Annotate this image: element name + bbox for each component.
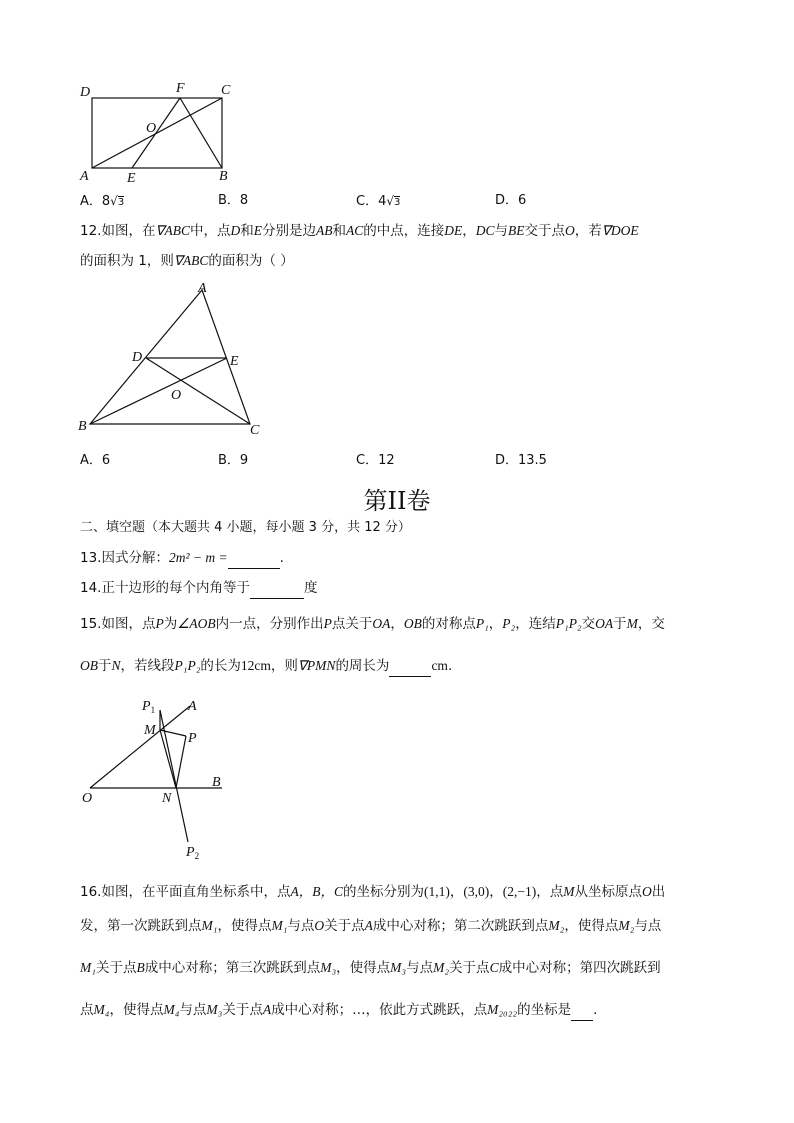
- label-C: C: [221, 83, 231, 98]
- section-title: 第II卷: [363, 487, 431, 515]
- q11-option-d[interactable]: [495, 192, 526, 210]
- q11-option-d-text: D．6: [495, 193, 527, 208]
- label-A: A: [198, 281, 207, 296]
- label-P1: $P_1$: [142, 699, 156, 715]
- q12-line-1: 12.如图，在∇ABC中，点D和E分别是边AB和AC的中点，连接DE，DC与BE交于点O，若∇DOE: [80, 223, 639, 239]
- section-2-heading: 二、填空题（本大题共 4 小题，每小题 3 分，共 12 分）: [80, 520, 411, 535]
- label-P2: $P_2$: [186, 845, 200, 861]
- q16-line-4: 点M₄，使得点M₄与点M₃关于点A成中心对称；…，依此方式跳跃，点M₂₀₂₂的坐标是 .: [80, 1000, 597, 1021]
- q12-option-a[interactable]: A．6: [80, 453, 111, 468]
- label-B: B: [212, 775, 221, 790]
- q13: 13.因式分解：2m² − m = .: [80, 548, 284, 569]
- figure-reflection: [76, 692, 236, 868]
- q12-option-b[interactable]: B．9: [218, 453, 249, 468]
- q12-line-2: 的面积为 1，则∇ABC的面积为（ ）: [80, 253, 294, 269]
- q11-option-a-radicand: 3: [117, 197, 125, 208]
- label-O: O: [146, 121, 157, 136]
- q11-option-a-text: A．8: [80, 194, 111, 209]
- q11-option-c-text: C．4: [356, 194, 387, 209]
- label-C: C: [250, 423, 260, 438]
- q11-option-b-text: B．8: [218, 193, 249, 208]
- label-P: P: [188, 731, 197, 746]
- segment-p1p2: [160, 710, 188, 842]
- q12-option-c[interactable]: C．12: [356, 453, 395, 468]
- q16-line-1: 16.如图，在平面直角坐标系中，点A，B，C的坐标分别为(1,1)，(3,0)，(2,−1)，点M从坐标原点O出: [80, 884, 666, 900]
- label-B: B: [78, 419, 87, 434]
- q11-option-a[interactable]: A．8√3: [80, 194, 125, 209]
- label-N: N: [162, 791, 172, 806]
- figure-rectangle: [70, 76, 240, 186]
- q14-answer-blank[interactable]: [250, 578, 304, 599]
- segment-fb: [180, 98, 222, 168]
- label-M: M: [144, 723, 156, 738]
- q16-line-2: 发，第一次跳跃到点M₁，使得点M₁与点O关于点A成中心对称；第二次跳跃到点M₂，使得点M₂与点: [80, 918, 662, 934]
- label-D: D: [80, 85, 91, 100]
- ray-oa: [90, 706, 190, 788]
- label-A: A: [188, 699, 197, 714]
- label-A: A: [80, 169, 89, 184]
- triangle-abc: [90, 290, 250, 424]
- label-O: O: [171, 388, 182, 403]
- label-E: E: [127, 171, 136, 186]
- q13-answer-blank[interactable]: [228, 548, 280, 569]
- label-E: E: [230, 354, 239, 369]
- q14: 14.正十边形的每个内角等于 度: [80, 578, 317, 599]
- q15-answer-blank[interactable]: [389, 656, 431, 677]
- q11-option-c[interactable]: C．4√3: [356, 194, 401, 209]
- q16-answer-blank[interactable]: [571, 1000, 593, 1021]
- segment-mn: [160, 730, 176, 788]
- q11-option-b[interactable]: [218, 192, 248, 210]
- diagonal-ac: [92, 98, 222, 168]
- label-D: D: [132, 350, 143, 365]
- segment-be: [90, 358, 227, 424]
- q15-line-2: OB于N，若线段P₁P₂的长为12cm，则∇PMN的周长为 cm.: [80, 656, 452, 677]
- label-F: F: [176, 81, 185, 96]
- segment-pm: [160, 730, 186, 736]
- q15-line-1: 15.如图，点P为∠AOB内一点，分别作出P点关于OA，OB的对称点P₁，P₂，连结P₁P₂交OA于M，交: [80, 616, 665, 632]
- q12-option-d[interactable]: D．13.5: [495, 453, 547, 468]
- label-B: B: [219, 169, 228, 184]
- q16-line-3: M₁关于点B成中心对称；第三次跳跃到点M₃，使得点M₃与点M₂关于点C成中心对称；第四次跳跃到: [80, 960, 661, 976]
- q11-option-c-radicand: 3: [394, 197, 401, 208]
- segment-pn: [176, 736, 186, 788]
- label-O: O: [82, 791, 93, 806]
- figure-triangle: [72, 278, 272, 444]
